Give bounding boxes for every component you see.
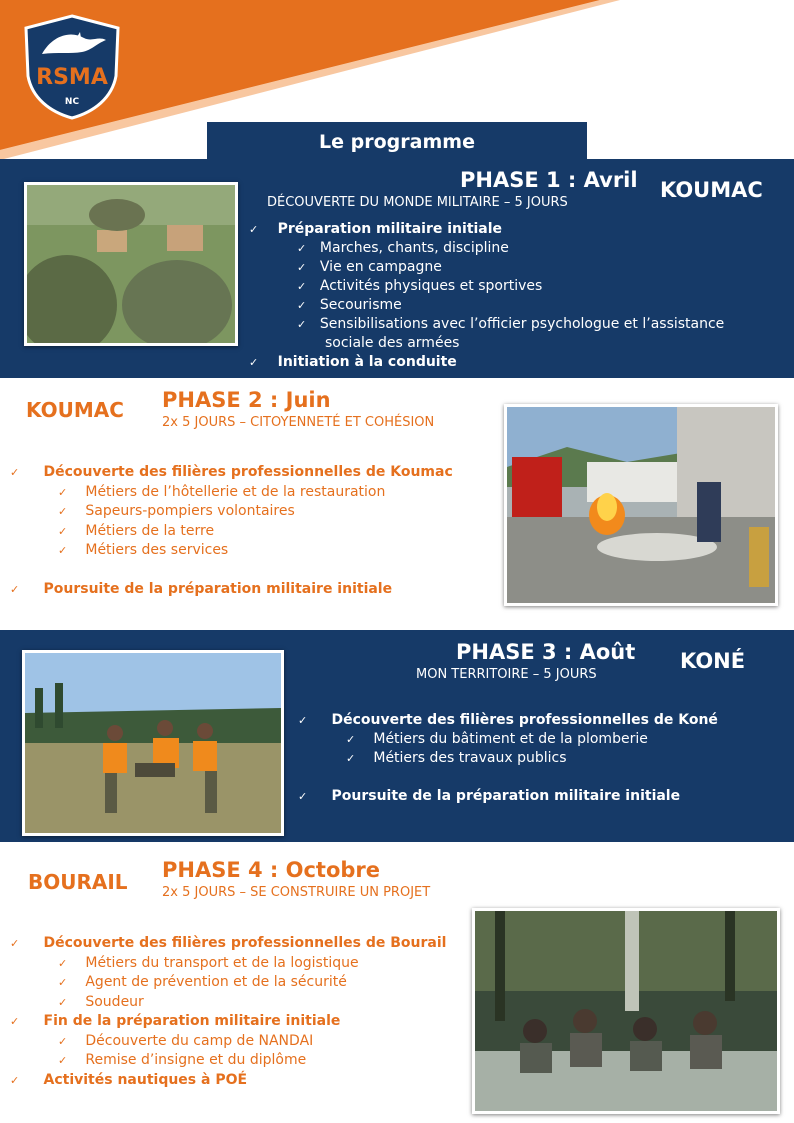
phase2-list <box>10 463 453 600</box>
list-item: ✓ Remise d’insigne et du diplôme <box>58 1052 307 1068</box>
list-item: ✓ Découverte des filières professionnelles de Bourail <box>10 935 447 951</box>
list-item: ✓ Poursuite de la préparation militaire initiale <box>298 788 681 804</box>
list-item: ✓ Poursuite de la préparation militaire initiale <box>10 581 393 597</box>
list-spacer <box>10 561 453 581</box>
phase3-location: KONÉ <box>680 649 746 673</box>
list-item: ✓ Métiers de l’hôtellerie et de la restauration <box>58 483 386 500</box>
phase4-location: BOURAIL <box>28 870 128 894</box>
shield-icon <box>22 14 122 120</box>
phase1-subtitle: DÉCOUVERTE DU MONDE MILITAIRE – 5 JOURS <box>267 195 568 210</box>
phase4-title: PHASE 4 : Octobre <box>162 858 381 882</box>
list-item: ✓ Fin de la préparation militaire initiale <box>10 1013 341 1029</box>
list-item: ✓ Secourisme <box>297 297 402 313</box>
list-item: ✓ Découverte du camp de NANDAI <box>58 1032 314 1049</box>
phase2-title: PHASE 2 : Juin <box>162 388 331 412</box>
list-item: ✓ Métiers des travaux publics <box>346 750 567 766</box>
program-title <box>207 122 587 162</box>
list-item: ✓ Métiers de la terre <box>58 522 215 539</box>
list-item: ✓ Sapeurs-pompiers volontaires <box>58 503 295 519</box>
list-item: ✓ Activités physiques et sportives <box>297 278 543 294</box>
list-item: ✓ Vie en campagne <box>297 259 442 275</box>
svg-text:NC: NC <box>64 97 80 107</box>
list-item: ✓ Métiers du bâtiment et de la plomberie <box>346 731 648 747</box>
phase4-photo <box>472 908 780 1114</box>
svg-text:RSMA: RSMA <box>36 65 108 90</box>
list-item: ✓ Agent de prévention et de la sécurité <box>58 974 347 990</box>
phase1-photo <box>24 182 238 346</box>
phase3-list <box>298 711 718 806</box>
list-item: ✓ Préparation militaire initiale <box>249 221 503 237</box>
phase3-subtitle: MON TERRITOIRE – 5 JOURS <box>416 667 597 682</box>
program-title-text: Le programme <box>319 131 475 153</box>
list-item: ✓ Soudeur <box>58 993 144 1010</box>
phase1-list <box>249 220 724 372</box>
phase4-subtitle: 2x 5 JOURS – SE CONSTRUIRE UN PROJET <box>162 885 431 900</box>
list-item: ✓ Initiation à la conduite <box>249 354 457 370</box>
phase2-subtitle: 2x 5 JOURS – CITOYENNETÉ ET COHÉSION <box>162 415 435 430</box>
phase2-location: KOUMAC <box>26 398 124 422</box>
phase3-title: PHASE 3 : Août <box>456 640 636 664</box>
list-item: ✓ Activités nautiques à POÉ <box>10 1071 248 1088</box>
phase1-title: PHASE 1 : Avril <box>460 168 638 192</box>
list-spacer <box>298 768 718 787</box>
rsma-logo <box>22 14 122 120</box>
list-item: ✓ Marches, chants, discipline <box>297 240 509 256</box>
list-item: ✓ Métiers du transport et de la logistique <box>58 954 359 971</box>
list-item: ✓ Découverte des filières professionnelles de Koné <box>298 712 718 728</box>
list-item: ✓ Métiers des services <box>58 542 229 558</box>
phase1-location: KOUMAC <box>660 178 763 202</box>
phase4-list <box>10 934 446 1090</box>
list-item: ✓ Découverte des filières professionnelles de Koumac <box>10 464 453 480</box>
phase3-photo <box>22 650 284 836</box>
list-item: ✓ Sensibilisations avec l’officier psychologue et l’assistance <box>297 316 725 332</box>
phase2-photo <box>504 404 778 606</box>
list-item: sociale des armées <box>325 335 460 351</box>
